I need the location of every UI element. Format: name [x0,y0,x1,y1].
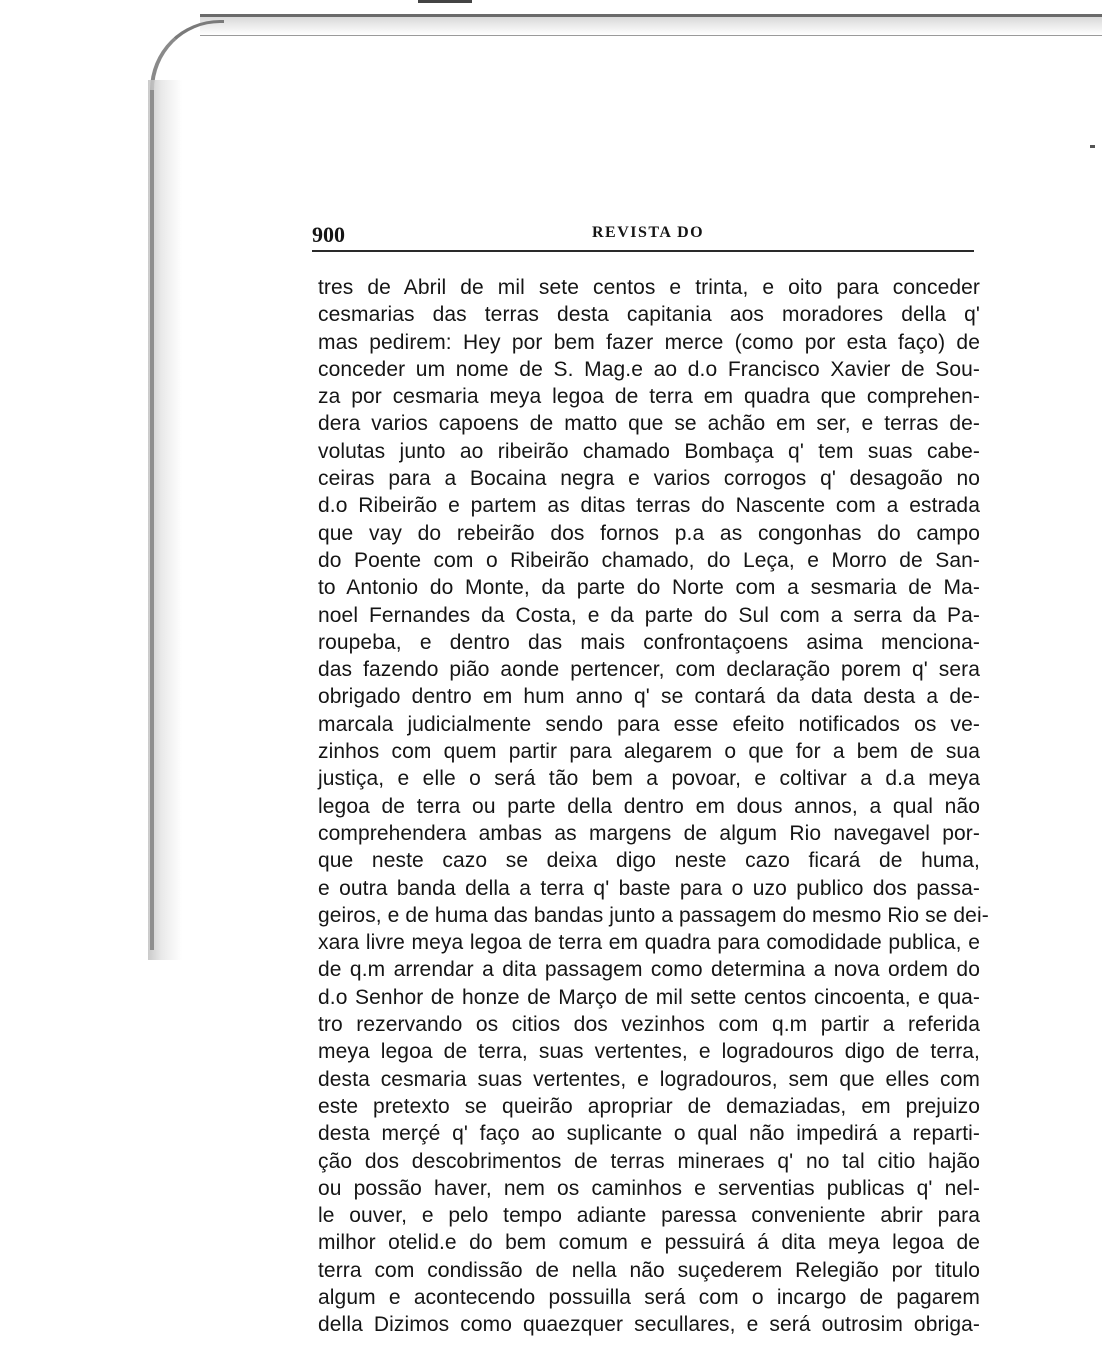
text-line: xara livre meya legoa de terra em quadra para comodidade publica, e [318,931,980,955]
text-line: desta merçé q' faço ao suplicante o qual não impedirá a reparti- [318,1122,980,1146]
scan-page-edge [200,14,1102,36]
text-line: tres de Abril de mil sete centos e trinta, e oito para conceder [318,276,980,299]
journal-name: REVISTA DO [592,224,705,241]
text-line: este pretexto se queirão apropriar de demaziadas, em prejuizo [318,1094,980,1118]
text-line: legoa de terra ou parte della dentro em dous annos, a qual não [318,794,980,818]
text-line: roupeba, e dentro das mais confrontaçoens asima menciona- [318,630,980,654]
text-line: geiros, e de huma das bandas junto a passagem do mesmo Rio se dei- [318,903,989,927]
text-line: dera varios capoens de matto que se achão em ser, e terras de- [318,412,980,436]
text-line: cesmarias das terras desta capitania aos moradores della q' [318,303,980,327]
text-line: za por cesmaria meya legoa de terra em quadra que comprehen- [318,385,980,409]
text-line: justiça, e elle o será tão bem a povoar, e coltivar a d.a meya [318,767,980,791]
text-line: mas pedirem: Hey por bem fazer merce (como por esta faço) de [318,330,980,354]
text-line: meya legoa de terra, suas vertentes, e logradouros digo de terra, [318,1040,980,1064]
text-line: comprehendera ambas as margens de algum Rio navegavel por- [318,821,980,845]
text-line: zinhos com quem partir para alegarem o que for a bem de sua [318,740,980,764]
body-text [318,274,989,1339]
page-number: 900 [312,222,345,247]
text-line: terra com condissão de nella não suçederem Relegião por titulo [318,1258,980,1282]
text-line: to Antonio do Monte, da parte do Norte com a sesmaria de Ma- [318,576,980,600]
scan-top-mark [418,0,472,3]
text-line: della Dizimos como quaezquer secullares, e será outrosim obriga- [318,1313,980,1337]
text-line: conceder um nome de S. Mag.e ao d.o Francisco Xavier de Sou- [318,357,980,381]
text-line: d.o Ribeirão e partem as ditas terras do Nascente com a estrada [318,494,980,518]
running-head [312,218,976,258]
text-line: ção dos descobrimentos de terras mineraes q' no tal citio hajão [318,1149,980,1173]
text-line: noel Fernandes da Costa, e da parte do Sul com a serra da Pa- [318,603,980,627]
text-line: le ouver, e pelo tempo adiante paressa conveniente abrir para [318,1204,980,1228]
text-line: que neste cazo se deixa digo neste cazo ficará de huma, [318,849,980,873]
text-line: que vay do rebeirão dos fornos p.a as congonhas do campo [318,521,980,545]
text-line: ou possão haver, nem os caminhos e serventias publicas q' nel- [318,1176,980,1200]
text-line: de q.m arrendar a dita passagem como determina a nova ordem do [318,958,980,982]
text-line: das fazendo pião aonde pertencer, com declaração porem q' sera [318,658,980,682]
text-line: d.o Senhor de honze de Março de mil sette centos cincoenta, e qua- [318,985,980,1009]
text-line: milhor otelid.e do bem comum e pessuirá á dita meya legoa de [318,1231,980,1255]
text-line: algum e acontecendo possuilla será com o incargo de pagarem [318,1285,980,1309]
text-line: e outra banda della a terra q' baste para o uzo publico dos passa- [318,876,980,900]
text-line: marcala judicialmente sendo para esse efeito notificados os ve- [318,712,980,736]
text-line: tro rezervando os citios dos vezinhos com q.m partir a referida [318,1013,980,1037]
scan-binding-edge [150,90,154,950]
text-line: do Poente com o Ribeirão chamado, do Leça, e Morro de San- [318,548,980,572]
text-line: obrigado dentro em hum anno q' se contará da data desta a de- [318,685,980,709]
scan-speck [1090,145,1095,148]
text-line: volutas junto ao ribeirão chamado Bombaça q' tem suas cabe- [318,439,980,463]
header-rule [312,250,974,252]
text-line: desta cesmaria suas vertentes, e logradouros, sem que elles com [318,1067,980,1091]
text-line: ceiras para a Bocaina negra e varios corrogos q' desagoão no [318,467,980,491]
